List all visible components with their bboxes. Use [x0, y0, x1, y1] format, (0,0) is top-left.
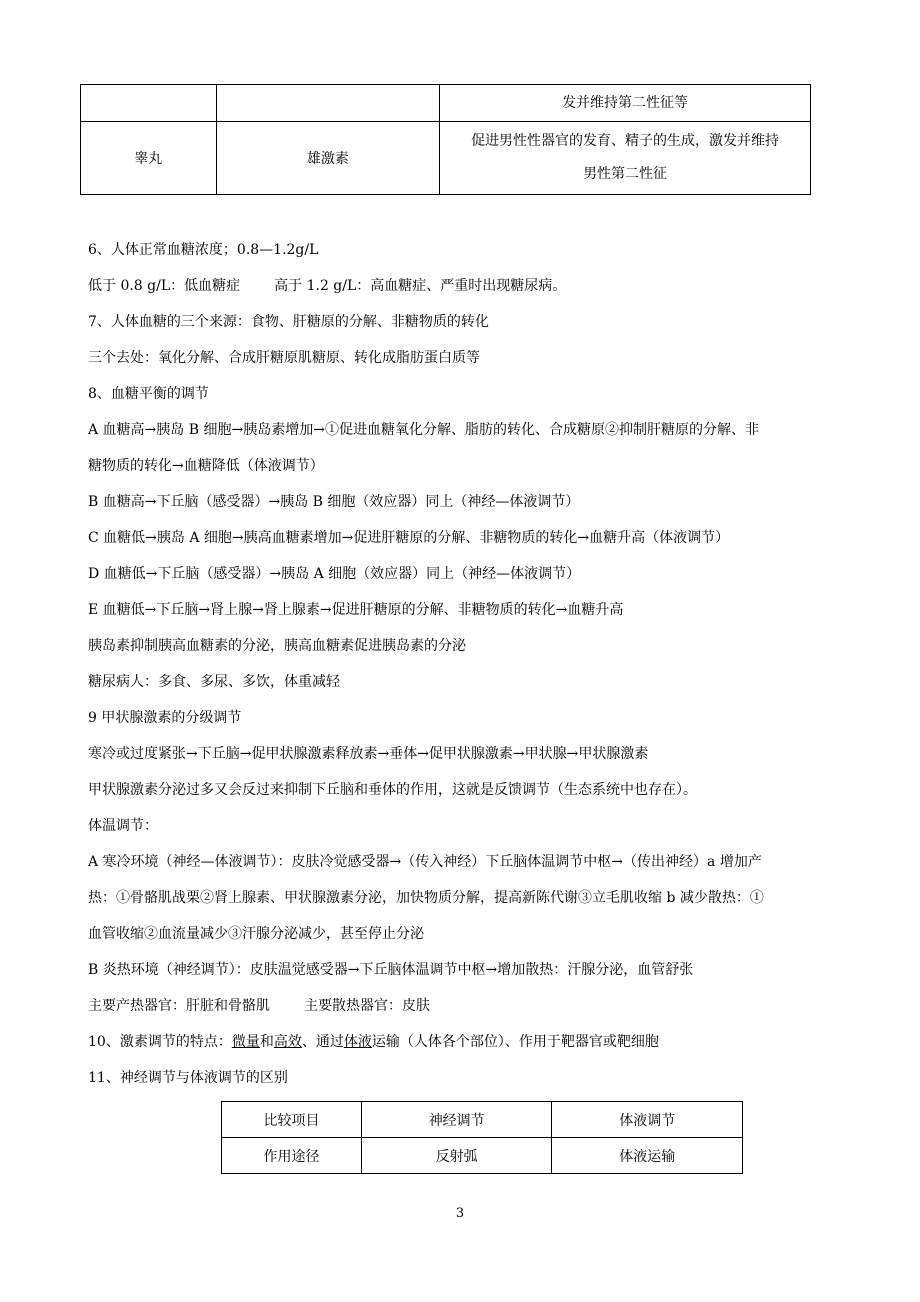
table-row — [81, 85, 811, 122]
table-header-cell: 体液调节 — [552, 1102, 743, 1138]
heading-9: 9 甲状腺激素的分级调节 — [88, 710, 242, 726]
text-line: 低于 0.8 g/L：低血糖症 高于 1.2 g/L：高血糖症、严重时出现糖尿病。 — [88, 278, 567, 294]
text-line: 主要产热器官：肝脏和骨骼肌 主要散热器官：皮肤 — [88, 998, 430, 1014]
text-line: 胰岛素抑制胰高血糖素的分泌，胰高血糖素促进胰岛素的分泌 — [88, 638, 466, 654]
text-line: 糖物质的转化→血糖降低（体液调节） — [88, 458, 324, 474]
heading-11: 11、神经调节与体液调节的区别 — [88, 1070, 288, 1086]
table-header-cell: 比较项目 — [222, 1102, 362, 1138]
text-line: B 炎热环境（神经调节）：皮肤温觉感受器→下丘脑体温调节中枢→增加散热：汗腺分泌，血管舒张 — [88, 962, 694, 978]
heading-10: 10、激素调节的特点：微量和高效、通过体液运输（人体各个部位）、作用于靶器官或靶细胞 — [88, 1034, 659, 1050]
table-cell-function — [440, 122, 811, 195]
function-line-2: 男性第二性征 — [583, 166, 668, 182]
underlined-term: 高效 — [273, 1034, 302, 1050]
text-line: C 血糖低→胰岛 A 细胞→胰高血糖素增加→促进肝糖原的分解、非糖物质的转化→血糖升高（体液调节） — [88, 530, 730, 546]
text-line: A 寒冷环境（神经—体液调节）：皮肤冷觉感受器→（传入神经）下丘脑体温调节中枢→（传出神经）a 增加产 — [88, 854, 762, 870]
table-cell-gland: 睾丸 — [81, 122, 217, 195]
table-cell: 作用途径 — [222, 1138, 362, 1174]
gland-hormone-table — [80, 84, 811, 195]
table-header-row — [222, 1102, 743, 1138]
text-line: 甲状腺激素分泌过多又会反过来抑制下丘脑和垂体的作用，这就是反馈调节（生态系统中也存在）。 — [88, 782, 697, 798]
text-line: 热：①骨骼肌战栗②肾上腺素、甲状腺激素分泌，加快物质分解，提高新陈代谢③立毛肌收缩 b 减少散热：① — [88, 890, 764, 906]
heading-8: 8、血糖平衡的调节 — [88, 386, 209, 402]
table-header-cell: 神经调节 — [361, 1102, 552, 1138]
table-cell: 反射弧 — [361, 1138, 552, 1174]
text-line: 寒冷或过度紧张→下丘脑→促甲状腺激素释放素→垂体→促甲状腺激素→甲状腺→甲状腺激素 — [88, 746, 649, 762]
table-cell-gland — [81, 85, 217, 122]
table-cell-hormone — [216, 85, 440, 122]
underlined-term: 微量 — [231, 1034, 260, 1050]
text-line: 体温调节： — [88, 818, 158, 834]
text-line: 糖尿病人：多食、多尿、多饮，体重减轻 — [88, 674, 340, 690]
table-cell: 体液运输 — [552, 1138, 743, 1174]
page-number: 3 — [455, 1206, 465, 1221]
comparison-table — [221, 1101, 743, 1174]
function-line-1: 促进男性性器官的发育、精子的生成，激发并维持 — [471, 133, 780, 149]
table-row — [81, 122, 811, 195]
heading-7: 7、人体血糖的三个来源：食物、肝糖原的分解、非糖物质的转化 — [88, 314, 489, 330]
text-line: A 血糖高→胰岛 B 细胞→胰岛素增加→①促进血糖氧化分解、脂肪的转化、合成糖原②抑制肝糖原的分解、非 — [88, 422, 759, 438]
table-cell-function: 发并维持第二性征等 — [440, 85, 811, 122]
text-line: 三个去处：氧化分解、合成肝糖原肌糖原、转化成脂肪蛋白质等 — [88, 350, 480, 366]
heading-6: 6、人体正常血糖浓度；0.8—1.2g/L — [88, 242, 319, 258]
text-line: D 血糖低→下丘脑（感受器）→胰岛 A 细胞（效应器）同上（神经—体液调节） — [88, 566, 581, 582]
text-line: B 血糖高→下丘脑（感受器）→胰岛 B 细胞（效应器）同上（神经—体液调节） — [88, 494, 580, 510]
text-line: 血管收缩②血流量减少③汗腺分泌减少，甚至停止分泌 — [88, 926, 424, 942]
table-row — [222, 1138, 743, 1174]
underlined-term: 体液 — [343, 1034, 372, 1050]
notes-body — [88, 232, 888, 1096]
table-cell-hormone: 雄激素 — [216, 122, 440, 195]
text-line: E 血糖低→下丘脑→肾上腺→肾上腺素→促进肝糖原的分解、非糖物质的转化→血糖升高 — [88, 602, 624, 618]
